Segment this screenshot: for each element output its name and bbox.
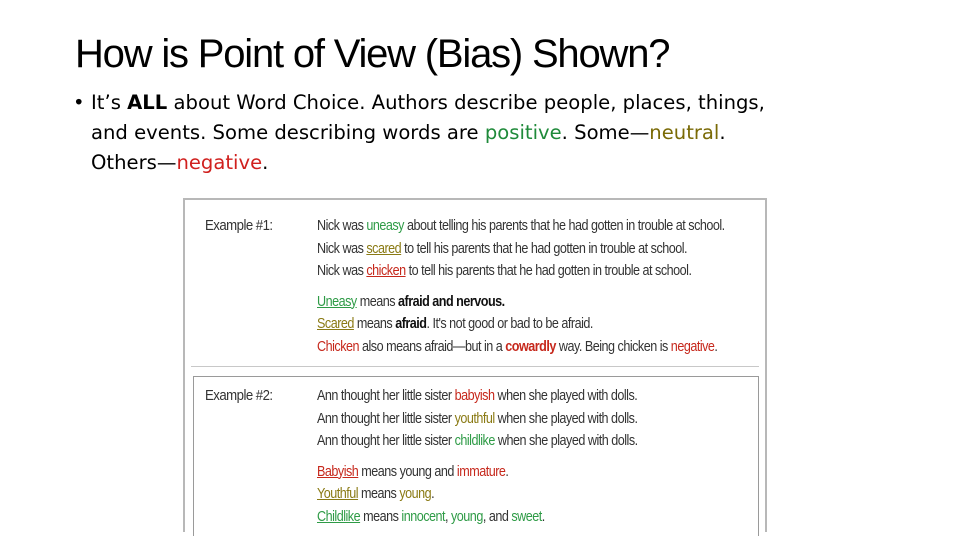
text-span: means [360, 507, 402, 525]
text-span: when she played with dolls. [494, 409, 638, 427]
text-span: way. Being chicken is [555, 337, 671, 355]
bullet-line-3 [73, 148, 893, 178]
word-uneasy: uneasy [366, 217, 404, 234]
meaning: afraid and nervous. [398, 292, 505, 310]
example-1-text [317, 215, 787, 358]
neutral-word: neutral [649, 121, 720, 144]
text-span: about telling his parents that he had gotten in trouble at school. [403, 217, 725, 234]
word-scared: scared [366, 239, 402, 257]
meaning-innocent: innocent [401, 507, 446, 525]
text-span: . [719, 121, 726, 144]
example-2-sentence-3 [317, 430, 787, 453]
text-span: means [356, 292, 399, 310]
text-span: when she played with dolls. [494, 432, 638, 449]
text-span: about Word Choice. Authors describe people, places, things, [167, 91, 765, 114]
text-span: means young and [358, 462, 457, 480]
term-uneasy: Uneasy [317, 292, 357, 310]
example-1-definition-3 [317, 336, 787, 359]
text-span: means [353, 315, 396, 332]
emphasis-all: ALL [127, 91, 168, 114]
example-1-label: Example #1: [205, 217, 273, 234]
text-span: It’s [91, 91, 128, 114]
word-chicken: chicken [366, 262, 406, 279]
divider [191, 366, 759, 367]
bullet-dot-icon: • [73, 91, 85, 114]
example-2-text [317, 385, 787, 528]
text-span: . [431, 485, 435, 502]
term-chicken: Chicken [317, 337, 359, 355]
text-span: . [714, 337, 718, 355]
text-span: Ann thought her little sister [317, 409, 455, 427]
example-1-sentence-2 [317, 238, 787, 261]
word-childlike: childlike [454, 432, 495, 449]
bullet-paragraph [73, 88, 893, 178]
term-childlike: Childlike [317, 507, 361, 525]
example-1-sentence-3 [317, 260, 787, 283]
meaning-immature: immature [456, 462, 506, 480]
meaning: afraid [395, 315, 427, 332]
negative-word: negative [176, 151, 263, 174]
example-1-sentence-1 [317, 215, 787, 238]
text-span: to tell his parents that he had gotten in trouble at school. [405, 262, 692, 279]
example-2-label: Example #2: [205, 387, 273, 404]
examples-image-panel [183, 198, 767, 532]
word-babyish: babyish [454, 387, 495, 404]
example-2-sentence-2 [317, 408, 787, 431]
term-youthful: Youthful [317, 485, 359, 502]
term-babyish: Babyish [317, 462, 359, 480]
text-span: . [262, 151, 269, 174]
meaning-sweet: sweet [511, 507, 542, 525]
text-span: Others— [91, 151, 177, 174]
example-2-definition-2 [317, 483, 787, 506]
meaning-negative: negative [670, 337, 715, 355]
text-span: . [541, 507, 545, 525]
text-span: Ann thought her little sister [317, 432, 455, 449]
text-span: . [505, 462, 509, 480]
text-span: . Some— [561, 121, 650, 144]
meaning-cowardly: cowardly [505, 337, 556, 355]
positive-word: positive [484, 121, 562, 144]
text-span: means [358, 485, 400, 502]
text-span: , and [482, 507, 512, 525]
example-1-definition-1 [317, 291, 787, 314]
text-span: when she played with dolls. [494, 387, 638, 404]
bullet-line-2 [73, 118, 893, 148]
spacer [317, 283, 787, 291]
example-2-sentence-1 [317, 385, 787, 408]
text-span: and events. Some describing words are [91, 121, 485, 144]
text-span: Ann thought her little sister [317, 387, 455, 404]
example-1-definition-2 [317, 313, 787, 336]
text-span: Nick was [317, 217, 367, 234]
text-span: . It's not good or bad to be afraid. [426, 315, 593, 332]
term-scared: Scared [317, 315, 354, 332]
text-span: to tell his parents that he had gotten in trouble at school. [401, 239, 688, 257]
bullet-line-1 [73, 88, 893, 118]
example-2-definition-3 [317, 506, 787, 529]
text-span: Nick was [317, 239, 367, 257]
word-youthful: youthful [454, 409, 495, 427]
slide-title: How is Point of View (Bias) Shown? [75, 32, 670, 76]
meaning-young: young [399, 485, 432, 502]
meaning-young: young [451, 507, 483, 525]
example-2-definition-1 [317, 461, 787, 484]
text-span: , [445, 507, 452, 525]
text-span: Nick was [317, 262, 367, 279]
text-span: also means afraid—but in a [359, 337, 506, 355]
spacer [317, 453, 787, 461]
